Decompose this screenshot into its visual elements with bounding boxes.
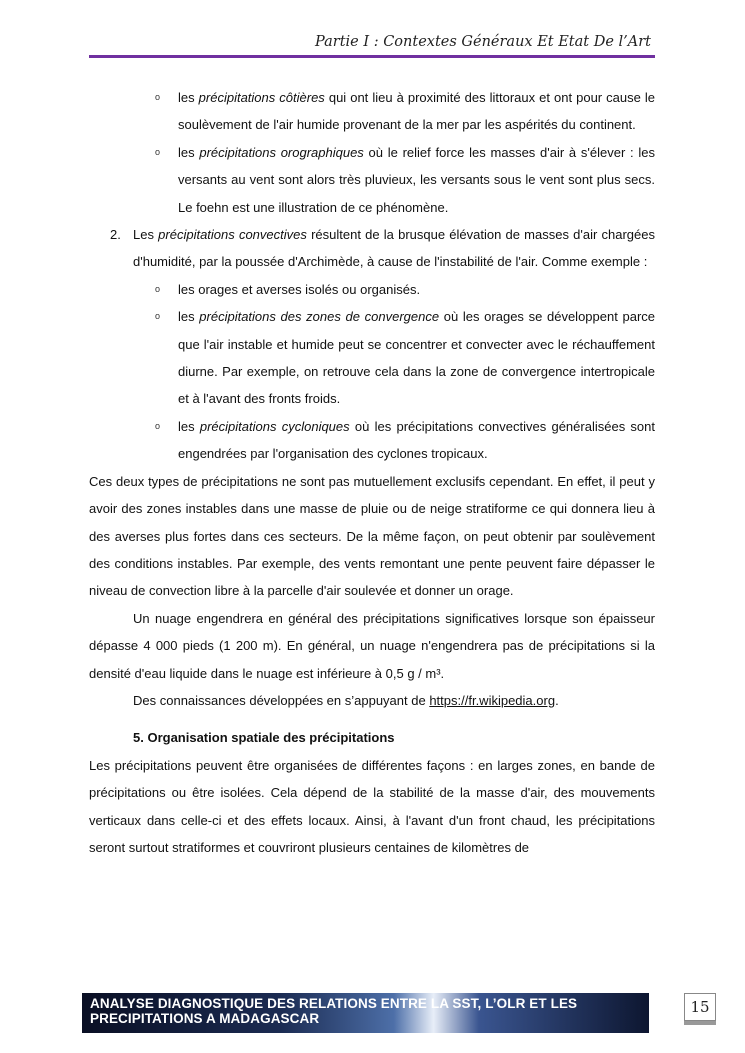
bullet-cyclonic-precipitation: o les précipitations cycloniques où les précipitations convectives généralisées sont engendrées par l'organisation des cyclones tropicaux.	[89, 413, 655, 468]
term: précipitations convectives	[158, 227, 307, 243]
item-number: 2.	[110, 227, 121, 243]
bullet-circle-icon: o	[155, 283, 161, 294]
paragraph-cloud-thickness: Un nuage engendrera en général des précipitations significatives lorsque son épaisseur dépasse 4 000 pieds (1 200 m). En général, un nuage n'engendrera pas de précipitations si la densité d'eau liquide dans le nuage est inférieure à 0,5 g / m³.	[89, 610, 655, 681]
wikipedia-link[interactable]: https://fr.wikipedia.org	[429, 692, 556, 708]
bullet-coastal-precipitation: o les précipitations côtières qui ont lieu à proximité des littoraux et ont pour cause le soulèvement de l'air humide provenant de la mer par les aspérités du continent.	[89, 84, 655, 139]
bullet-circle-icon: o	[155, 92, 161, 102]
paragraph-source: Des connaissances développées en s’appuyant de https://fr.wikipedia.org.	[133, 692, 559, 708]
bullet-circle-icon: o	[155, 146, 161, 157]
term: précipitations des zones de convergence	[199, 309, 440, 325]
term: précipitations cycloniques	[199, 418, 350, 434]
footer-banner-line: PRECIPITATIONS A MADAGASCAR	[90, 1011, 320, 1026]
paragraph-spatial-organisation: Les précipitations peuvent être organisées de différentes façons : en larges zones, en bande de précipitations ou être isolées. Cela dépend de la stabilité de la masse d'air, des mouvements verticaux dans celle-ci et des effets locaux. Ainsi, à l'avant d'un front chaud, les précipitations seront surtout stratiformes et couvriront plusieurs centaines de kilomètres de	[89, 757, 655, 855]
footer-banner-line: ANALYSE DIAGNOSTIQUE DES RELATIONS ENTRE LA SST, L’OLR ET LES	[90, 996, 578, 1011]
paragraph-mixed-types: Ces deux types de précipitations ne sont pas mutuellement exclusifs cependant. En effet, il peut y avoir des zones instables dans une masse de pluie ou de neige stratiforme ce qui donnera lieu à des averses plus fortes dans ces secteurs. De la même façon, on peut obtenir par soulèvement des conditions instables. Par exemple, des vents remontant une pente peuvent faire dépasser le niveau de convection libre à la parcelle d'air soulevée et donner un orage.	[89, 473, 655, 599]
section-heading: 5. Organisation spatiale des précipitations	[133, 730, 395, 746]
bullet-circle-icon: o	[155, 420, 161, 431]
bullet-orographic-precipitation: o les précipitations orographiques où le relief force les masses d'air à s'élever : les versants au vent sont alors très pluvieux, les versants sous le vent sont plus secs. Le foehn est une illustration de ce phénomène.	[89, 139, 655, 221]
footer-banner	[82, 993, 649, 1033]
header-divider	[89, 55, 655, 58]
bullet-circle-icon: o	[155, 311, 161, 322]
page-number: 15	[684, 993, 716, 1021]
term: précipitations orographiques	[199, 144, 364, 160]
page-body	[89, 84, 655, 861]
bullet-storms: o les orages et averses isolés ou organisés.	[89, 276, 655, 303]
numbered-item-convective: 2. Les précipitations convectives résultent de la brusque élévation de masses d'air chargées d'humidité, par la poussée d'Archimède, à cause de l'instabilité de l'air. Comme exemple :	[89, 221, 655, 276]
bullet-convergence-zones: o les précipitations des zones de convergence où les orages se développent parce que l'air instable et humide peut se concentrer et convecter avec le réchauffement diurne. Par exemple, on retrouve cela dans la zone de convergence intertropicale et à l'avant des fronts froids.	[89, 303, 655, 413]
page-header-title: Partie I : Contextes Généraux Et Etat De l’Art	[315, 34, 651, 50]
page-number-shadow	[684, 1021, 716, 1025]
term: précipitations côtières	[198, 90, 325, 105]
